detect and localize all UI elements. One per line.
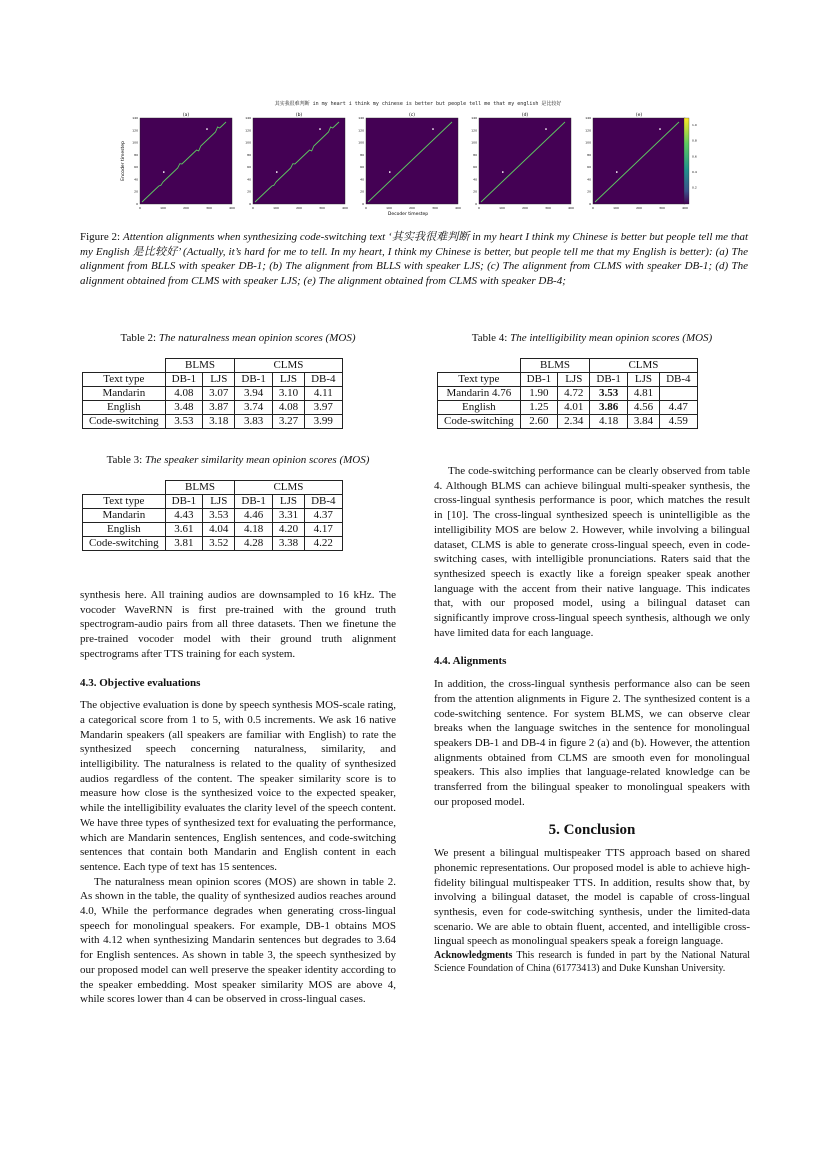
column-header: LJS — [272, 495, 304, 509]
table-row — [83, 537, 343, 551]
column-header: DB-1 — [165, 495, 202, 509]
table4-title: The intelligibility mean opinion scores (MOS) — [510, 332, 713, 344]
y-tick-label: 120 — [358, 128, 364, 133]
table-cell: 4.08 — [272, 401, 304, 415]
x-tick-label: 400 — [342, 206, 348, 210]
table-cell: 3.84 — [627, 415, 659, 429]
table-cell: 3.53 — [590, 387, 627, 401]
panel-label: (a) — [182, 113, 190, 118]
column-header: DB-4 — [660, 373, 697, 387]
column-header: DB-1 — [235, 373, 272, 387]
table-cell: 4.81 — [627, 387, 659, 401]
y-tick-label: 100 — [132, 140, 138, 145]
y-tick-label: 100 — [585, 140, 591, 145]
y-tick-label: 40 — [134, 177, 138, 182]
colorbar-tick-label: 0.4 — [692, 169, 697, 174]
table-cell: 4.18 — [590, 415, 627, 429]
table-row — [438, 401, 698, 415]
y-tick-label: 0 — [475, 202, 477, 206]
column-header: DB-1 — [235, 495, 272, 509]
table-cell: 4.17 — [305, 523, 342, 537]
column-header: LJS — [203, 373, 235, 387]
column-header: DB-1 — [520, 373, 557, 387]
table-cell: 3.53 — [165, 415, 202, 429]
header-blank — [438, 359, 521, 373]
x-tick-label: 200 — [522, 206, 528, 210]
y-tick-label: 40 — [247, 177, 251, 182]
table-cell: 3.27 — [272, 415, 304, 429]
table-cell: 2.60 — [520, 415, 557, 429]
table-cell — [660, 387, 697, 401]
table4-caption — [434, 332, 750, 344]
table3-title: The speaker similarity mean opinion scores (MOS) — [144, 454, 370, 466]
y-tick-label: 20 — [587, 189, 591, 194]
table2-label: Table 2: — [120, 332, 157, 344]
alignment-marker — [616, 171, 618, 173]
header-blank — [83, 359, 166, 373]
table-cell: 4.43 — [165, 509, 202, 523]
y-tick-label: 140 — [471, 116, 477, 120]
y-tick-label: 60 — [587, 165, 591, 170]
x-tick-label: 300 — [432, 206, 438, 210]
x-tick-label: 0 — [365, 206, 367, 210]
column-header: DB-1 — [590, 373, 627, 387]
table-cell: 3.53 — [203, 509, 235, 523]
left-paragraph-3: The naturalness mean opinion scores (MOS) are shown in table 2. As shown in the table, the quality of synthesized audios reaches around 4.0, While the performance degrades when generating cross-lingual speech for monolingual speakers. For example, DB-1 obtains MOS with 4.12 when synthesizing Mandarin sentences but degrades to 3.64 for English sentences. As shown in table 3, the speech synthesized by our proposed model can well preserve the speaker identity according to the speaker embedding. Most speaker similarity MOS are above 4, while scores lower than 4 can be observed in cross-lingual cases. — [80, 875, 396, 1006]
table-row — [83, 401, 343, 415]
table-cell: 4.37 — [305, 509, 342, 523]
table-row — [83, 387, 343, 401]
table-cell: 3.38 — [272, 537, 304, 551]
alignment-plots — [118, 100, 718, 218]
panel-label: (b) — [295, 113, 303, 118]
table-cell: 1.90 — [520, 387, 557, 401]
y-tick-label: 20 — [247, 189, 251, 194]
x-tick-label: 300 — [659, 206, 665, 210]
x-tick-label: 300 — [319, 206, 325, 210]
table-cell: 3.10 — [272, 387, 304, 401]
table-cell: 3.07 — [203, 387, 235, 401]
table-cell: 4.04 — [203, 523, 235, 537]
y-tick-label: 120 — [132, 128, 138, 133]
table-cell: Mandarin 4.76 — [438, 387, 521, 401]
x-tick-label: 0 — [592, 206, 594, 210]
y-tick-label: 0 — [249, 202, 251, 206]
x-tick-label: 200 — [636, 206, 642, 210]
table-cell: 3.86 — [590, 401, 627, 415]
table-cell: Mandarin — [83, 387, 166, 401]
figure-caption — [80, 230, 748, 288]
table-cell: 3.61 — [165, 523, 202, 537]
y-tick-label: 100 — [245, 140, 251, 145]
alignment-marker — [659, 128, 661, 130]
ack-label: Acknowledgments — [434, 950, 513, 962]
ack-text: This research is funded in part by the National Natural Science Foundation of China (61773413) and Duke Kunshan University. — [434, 950, 750, 975]
section-4-3-heading: 4.3. Objective evaluations — [80, 676, 201, 689]
table-cell: 3.81 — [165, 537, 202, 551]
section-5-heading: 5. Conclusion — [548, 822, 636, 839]
y-tick-label: 40 — [473, 177, 477, 182]
y-tick-label: 20 — [473, 189, 477, 194]
group-header: BLMS — [520, 359, 590, 373]
column-header: LJS — [272, 373, 304, 387]
x-tick-label: 200 — [296, 206, 302, 210]
x-tick-label: 0 — [139, 206, 141, 210]
table-cell: 4.20 — [272, 523, 304, 537]
x-tick-label: 300 — [206, 206, 212, 210]
table-cell: 4.72 — [558, 387, 590, 401]
x-tick-label: 100 — [160, 206, 166, 210]
table-row — [438, 387, 698, 401]
table-cell: 4.47 — [660, 401, 697, 415]
group-header: CLMS — [590, 359, 697, 373]
y-tick-label: 0 — [136, 202, 138, 206]
left-paragraph-2: The objective evaluation is done by speech synthesis MOS-scale rating, a categorical score from 1 to 5, with 0.5 increments. We ask 16 native Mandarin speakers (all speakers are familiar with English) to rate the synthesized speech concerning naturalness, similarity, and intelligibility. The naturalness is related to the quality of synthesized audios regardless of the content. The speaker similarity score is to measure how close is the synthesized voice to the expected speaker, while the intelligibility evaluates the clarity level of the speech content. We have three types of synthesized text for evaluating the performance, which are Mandarin sentences, English sentences, and code-switching sentences that contain both Mandarin and English content in each sentence. Each type of text has 15 sentences. — [80, 699, 396, 873]
header-blank — [83, 481, 166, 495]
table-cell: 4.08 — [165, 387, 202, 401]
table-cell: 4.01 — [558, 401, 590, 415]
y-tick-label: 100 — [358, 140, 364, 145]
table3-caption — [80, 454, 396, 466]
x-tick-label: 200 — [409, 206, 415, 210]
alignment-marker — [206, 128, 208, 130]
y-tick-label: 80 — [247, 152, 251, 157]
table2-title: The naturalness mean opinion scores (MOS) — [158, 332, 356, 344]
table-cell: Mandarin — [83, 509, 166, 523]
alignment-marker — [432, 128, 434, 130]
y-tick-label: 60 — [360, 165, 364, 170]
table-cell: 3.87 — [203, 401, 235, 415]
y-tick-label: 140 — [358, 116, 364, 120]
right-paragraph-1: The code-switching performance can be clearly observed from table 4. Although BLMS can achieve bilingual multi-speaker synthesis, the cross-lingual synthesis performance is poor, which matches the result in [10]. The cross-lingual synthesized speech is unintelligible as the intelligibility MOS are below 2. However, while involving a bilingual dataset, CLMS is able to generate cross-lingual speech, even in code-switching cases, with intelligible pronunciations. Raters said that the synthesized speech is exactly like a foreign speaker speak another language with the accent from their native language. This indicates that, with our proposed model, using a bilingual dataset can significantly improve cross-lingual speech synthesis, although we only have limited data for each language. — [434, 465, 750, 639]
table-cell: 3.97 — [305, 401, 342, 415]
column-header: LJS — [558, 373, 590, 387]
table4-intelligibility-mos — [437, 358, 698, 429]
x-tick-label: 400 — [229, 206, 235, 210]
y-tick-label: 0 — [589, 202, 591, 206]
y-tick-label: 40 — [360, 177, 364, 182]
caption-label: Figure 2: — [80, 231, 121, 243]
column-header: DB-1 — [165, 373, 202, 387]
y-tick-label: 80 — [473, 152, 477, 157]
table-row — [83, 523, 343, 537]
table-cell: Code-switching — [438, 415, 521, 429]
x-tick-label: 400 — [568, 206, 574, 210]
table-cell: English — [83, 401, 166, 415]
column-header: DB-4 — [305, 495, 342, 509]
table-cell: 4.59 — [660, 415, 697, 429]
right-column — [434, 464, 750, 975]
table-cell: 4.46 — [235, 509, 272, 523]
colorbar-tick-label: 1.0 — [692, 123, 697, 127]
table-row — [83, 509, 343, 523]
group-header: CLMS — [235, 359, 342, 373]
panel-label: (c) — [409, 113, 415, 118]
table-cell: 4.22 — [305, 537, 342, 551]
panel-label: (e) — [635, 113, 643, 118]
table-cell: 3.48 — [165, 401, 202, 415]
colorbar — [684, 118, 689, 204]
column-header: Text type — [83, 373, 166, 387]
y-tick-label: 80 — [360, 152, 364, 157]
table3-similarity-mos — [82, 480, 343, 551]
table-row — [83, 415, 343, 429]
table-cell: 1.25 — [520, 401, 557, 415]
y-tick-label: 20 — [360, 189, 364, 194]
figure-title: 其实我很难判断 in my heart i think my chinese is better but people tell me that my english 是比较好 — [274, 101, 562, 107]
table-cell: Code-switching — [83, 415, 166, 429]
table2-naturalness-mos — [82, 358, 343, 429]
table-cell: 3.94 — [235, 387, 272, 401]
table-cell: 4.18 — [235, 523, 272, 537]
table-cell: Code-switching — [83, 537, 166, 551]
table-cell: English — [83, 523, 166, 537]
colorbar-tick-label: 0.2 — [692, 185, 697, 190]
table3-label: Table 3: — [106, 454, 143, 466]
table-cell: 4.28 — [235, 537, 272, 551]
x-tick-label: 0 — [252, 206, 254, 210]
x-tick-label: 100 — [273, 206, 279, 210]
alignment-marker — [276, 171, 278, 173]
table-cell: 3.99 — [305, 415, 342, 429]
column-header: DB-4 — [305, 373, 342, 387]
y-tick-label: 140 — [132, 116, 138, 120]
group-header: CLMS — [235, 481, 342, 495]
y-tick-label: 0 — [362, 202, 364, 206]
table-cell: 3.18 — [203, 415, 235, 429]
alignment-marker — [389, 171, 391, 173]
table-cell: 4.56 — [627, 401, 659, 415]
x-tick-label: 300 — [545, 206, 551, 210]
y-tick-label: 60 — [473, 165, 477, 170]
panel-label: (d) — [521, 113, 529, 118]
table2-caption — [80, 332, 396, 344]
y-tick-label: 80 — [587, 152, 591, 157]
caption-text: Attention alignments when synthesizing code-switching text ‘其实我很难判断 in my heart I think my Chinese is better but people tell me that my English 是比较好’ (Actually, it’s hard for me to tell. In my heart, I think my Chinese is better, but people tell me that my English is better): (a) The alignment from BLLS with speaker DB-1; (b) The alignment from BLLS with speaker LJS; (c) The alignment from CLMS with speaker DB-1; (d) The alignment obtained from CLMS with speaker LJS; (e) The alignment obtained from CLMS with speaker DB-4; — [80, 231, 749, 287]
table-cell: 4.11 — [305, 387, 342, 401]
y-tick-label: 40 — [587, 177, 591, 182]
group-header: BLMS — [165, 481, 235, 495]
table-cell: English — [438, 401, 521, 415]
left-column — [80, 588, 396, 1007]
x-tick-label: 100 — [613, 206, 619, 210]
table-cell: 3.31 — [272, 509, 304, 523]
table-cell: 3.83 — [235, 415, 272, 429]
table-cell: 3.52 — [203, 537, 235, 551]
alignment-marker — [545, 128, 547, 130]
acknowledgments — [434, 949, 750, 975]
colorbar-tick-label: 0.6 — [692, 154, 697, 159]
column-header: Text type — [83, 495, 166, 509]
x-tick-label: 100 — [499, 206, 505, 210]
x-tick-label: 200 — [183, 206, 189, 210]
y-tick-label: 140 — [585, 116, 591, 120]
x-tick-label: 100 — [386, 206, 392, 210]
x-tick-label: 0 — [478, 206, 480, 210]
y-tick-label: 60 — [247, 165, 251, 170]
alignment-marker — [319, 128, 321, 130]
y-tick-label: 100 — [471, 140, 477, 145]
colorbar-tick-label: 0.8 — [692, 138, 697, 143]
table-cell: 3.74 — [235, 401, 272, 415]
group-header: BLMS — [165, 359, 235, 373]
section-4-4-heading: 4.4. Alignments — [434, 655, 507, 668]
column-header: LJS — [203, 495, 235, 509]
alignment-marker — [502, 171, 504, 173]
alignment-marker — [163, 171, 165, 173]
x-tick-label: 400 — [455, 206, 461, 210]
right-paragraph-3: We present a bilingual multispeaker TTS approach based on shared phonemic representations. Our proposed model is able to achieve high-fidelity bilingual multispeaker TTS. In addition, results show that, by involving a bilingual dataset, the model is capable of cross-lingual synthesis, even for code-switching synthesis, under the limited-data scenario. We are able to obtain fluent, accented, and intelligible cross-lingual speech as monolingual speakers speak a foreign language. — [434, 847, 750, 948]
x-tick-label: 400 — [682, 206, 688, 210]
y-tick-label: 120 — [585, 128, 591, 133]
column-header: LJS — [627, 373, 659, 387]
y-axis-label: Encoder timestep — [121, 141, 126, 181]
y-tick-label: 80 — [134, 152, 138, 157]
x-axis-label: Decoder timestep — [387, 212, 429, 217]
y-tick-label: 60 — [134, 165, 138, 170]
y-tick-label: 20 — [134, 189, 138, 194]
left-paragraph-1: synthesis here. All training audios are downsampled to 16 kHz. The vocoder WaveRNN is first pre-trained with the ground truth spectrogram-audio pairs from all three datasets. Then we finetune the pre-trained vocoder model with their ground truth alignment spectrograms after TTS training for each system. — [80, 589, 396, 660]
table4-label: Table 4: — [471, 332, 508, 344]
y-tick-label: 120 — [245, 128, 251, 133]
right-paragraph-2: In addition, the cross-lingual synthesis performance also can be seen from the attention alignments in Figure 2. The synthesized content is a code-switching sentence. For system BLMS, we can observe clear breaks when the language switches in the sentence for monolingual speakers DB-1 and DB-4 in figure 2 (a) and (b). However, the attention alignments obtained from CLMS are smooth even for monolingual speakers. This also implies that language-related knowledge can be transferred from the bilingual speaker to monolingual speakers with our proposed model. — [434, 678, 750, 808]
table-cell: 2.34 — [558, 415, 590, 429]
y-tick-label: 140 — [245, 116, 251, 120]
y-tick-label: 120 — [471, 128, 477, 133]
figure-2 — [118, 100, 718, 218]
column-header: Text type — [438, 373, 521, 387]
table-row — [438, 415, 698, 429]
